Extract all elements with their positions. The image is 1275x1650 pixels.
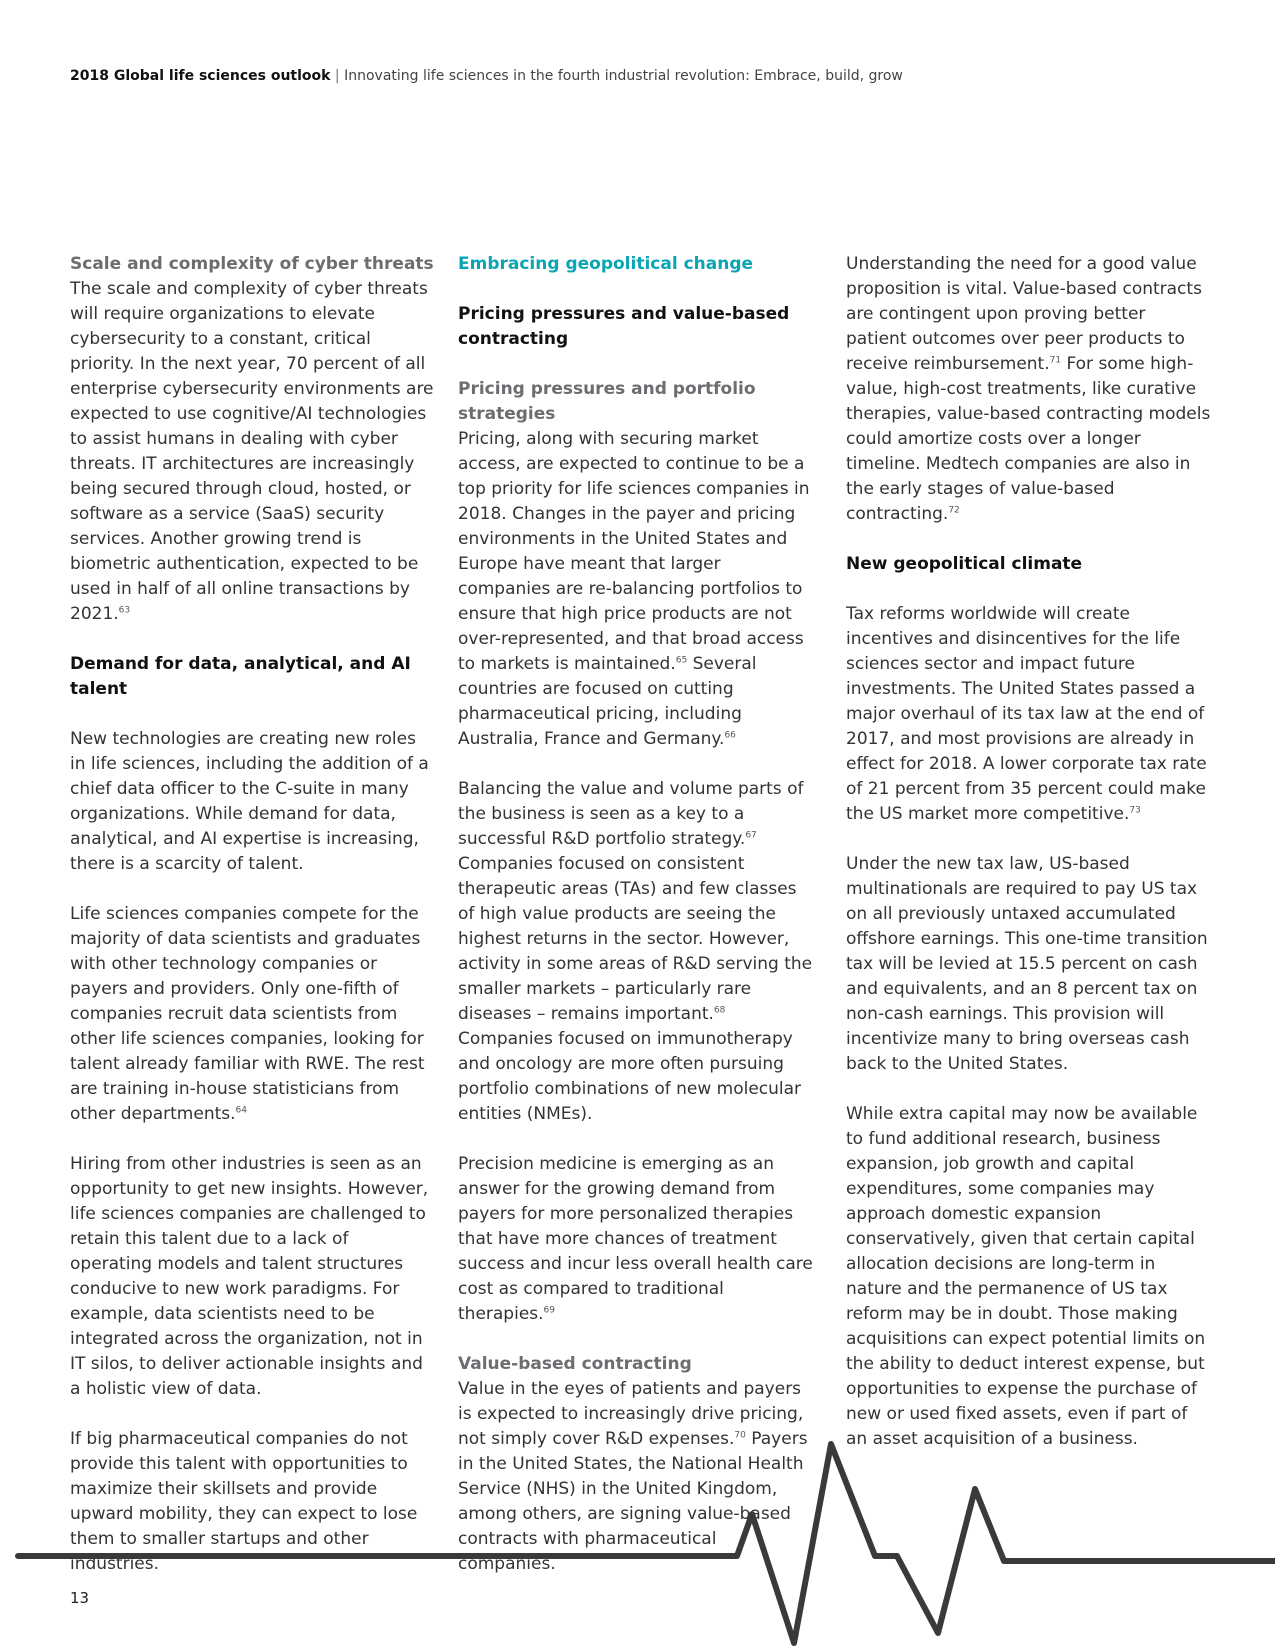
footnote-ref: 65	[675, 655, 688, 666]
paragraph-new-roles: New technologies are creating new roles in life sciences, including the addition of a chief data officer to the C-suite in many organizations. While demand for data, analytical, and AI expertise is increasing, there is a scarcity of talent.	[70, 729, 429, 874]
footnote-ref: 69	[543, 1305, 555, 1316]
paragraph-text: Balancing the value and volume parts of the business is seen as a key to a successful R&D portfolio strategy.	[458, 779, 804, 849]
paragraph-mobility: If big pharmaceutical companies do not provide this talent with opportunities to maximize their skillsets and provide upward mobility, they can expect to lose them to smaller startups and other industries.	[70, 1429, 418, 1574]
paragraph-text: Payers in the United States, the National Health Service (NHS) in the United Kingdom, among others, are signing value-based contracts with pharmaceutical companies.	[458, 1429, 808, 1574]
paragraph-text: Tax reforms worldwide will create incentives and disincentives for the life sciences sector and impact future investments. The United States passed a major overhaul of its tax law at the end of 2017, and most provisions are already in effect for 2018. A lower corporate tax rate of 21 percent from 35 percent could make the US market more competitive.	[846, 604, 1207, 824]
paragraph-text: Precision medicine is emerging as an answer for the growing demand from payers for more personalized therapies that have more chances of treatment success and incur less overall health care cost as compared to traditional therapies.	[458, 1154, 813, 1324]
heading-cyber-threats: Scale and complexity of cyber threats	[70, 254, 434, 274]
section-title-geopolitical: Embracing geopolitical change	[458, 254, 754, 274]
footnote-ref: 68	[713, 1005, 726, 1016]
paragraph-text: The scale and complexity of cyber threats will require organizations to elevate cybersecurity to a constant, critical priority. In the next year, 70 percent of all enterprise cybersecurity environments are expected to use cognitive/AI technologies to assist humans in dealing with cyber threats. IT architectures are increasingly being secured through cloud, hosted, or software as a service (SaaS) security services. Another growing trend is biometric authentication, expected to be used in half of all online transactions by 2021.	[70, 279, 434, 624]
paragraph-hiring: Hiring from other industries is seen as an opportunity to get new insights. However, life sciences companies are challenged to retain this talent due to a lack of operating models and talent structures conducive to new work paradigms. For example, data scientists need to be integrated across the organization, not in IT silos, to deliver actionable insights and a holistic view of data.	[70, 1154, 429, 1399]
paragraph-extra-capital: While extra capital may now be available to fund additional research, business expansion, job growth and capital expenditures, some companies may approach domestic expansion conservatively, given that certain capital allocation decisions are long-term in nature and the permanence of US tax reform may be in doubt. Those making acquisitions can expect potential limits on the ability to deduct interest expense, but opportunities to expense the purchase of new or used fixed assets, even if part of an asset acquisition of a business.	[846, 1104, 1206, 1449]
heading-portfolio-strategies: Pricing pressures and portfolio strategies	[458, 379, 756, 424]
paragraph-text: For some high-value, high-cost treatments, like curative therapies, value-based contracting models could amortize costs over a longer timeline. Medtech companies are also in the early stages of value-based contracting.	[846, 354, 1211, 524]
header-subtitle: Innovating life sciences in the fourth industrial revolution: Embrace, build, grow	[344, 68, 903, 84]
paragraph-text: Several countries are focused on cutting pharmaceutical pricing, including Australia, France and Germany.	[458, 654, 757, 749]
paragraph-text: Value in the eyes of patients and payers is expected to increasingly drive pricing, not simply cover R&D expenses.	[458, 1379, 804, 1449]
heading-pricing-contracting: Pricing pressures and value-based contracting	[458, 304, 790, 349]
page-number: 13	[70, 1589, 90, 1607]
footnote-ref: 64	[235, 1105, 247, 1116]
footnote-ref: 70	[734, 1430, 746, 1441]
paragraph-text: Companies focused on consistent therapeutic areas (TAs) and few classes of high value products are seeing the highest returns in the sector. However, activity in some areas of R&D serving the smaller markets – particularly rare diseases – remains important.	[458, 854, 813, 1024]
heading-geopolitical-climate: New geopolitical climate	[846, 554, 1083, 574]
paragraph-text: Companies focused on immunotherapy and oncology are more often pursuing portfolio combinations of new molecular entities (NMEs).	[458, 1029, 802, 1124]
header-separator: |	[334, 68, 340, 84]
paragraph-new-tax-law: Under the new tax law, US-based multinationals are required to pay US tax on all previously untaxed accumulated offshore earnings. This one-time transition tax will be levied at 15.5 percent on cash and equivalents, and an 8 percent tax on non-cash earnings. This provision will incentivize many to bring overseas cash back to the United States.	[846, 854, 1208, 1074]
header-title: 2018 Global life sciences outlook	[70, 68, 331, 84]
heading-talent-demand: Demand for data, analytical, and AI talent	[70, 654, 411, 699]
footnote-ref: 67	[745, 830, 757, 841]
heading-value-based: Value-based contracting	[458, 1354, 692, 1374]
heartbeat-pulse-line	[18, 1444, 1275, 1643]
footnote-ref: 66	[724, 730, 736, 741]
footnote-ref: 71	[1049, 355, 1062, 366]
paragraph-text: Life sciences companies compete for the majority of data scientists and graduates with other technology companies or payers and providers. Only one-fifth of companies recruit data scientists from other life sciences companies, looking for talent already familiar with RWE. The rest are training in-house statisticians from other departments.	[70, 904, 425, 1124]
footnote-ref: 72	[948, 505, 960, 516]
paragraph-text: Pricing, along with securing market access, are expected to continue to be a top priority for life sciences companies in 2018. Changes in the payer and pricing environments in the United States and Europe have meant that larger companies are re-balancing portfolios to ensure that high price products are not over-represented, and that broad access to markets is maintained.	[458, 429, 810, 674]
footnote-ref: 63	[118, 605, 131, 616]
paragraph-text: Understanding the need for a good value proposition is vital. Value-based contracts are contingent upon proving better patient outcomes over peer products to receive reimbursement.	[846, 254, 1202, 374]
footnote-ref: 73	[1129, 805, 1141, 816]
